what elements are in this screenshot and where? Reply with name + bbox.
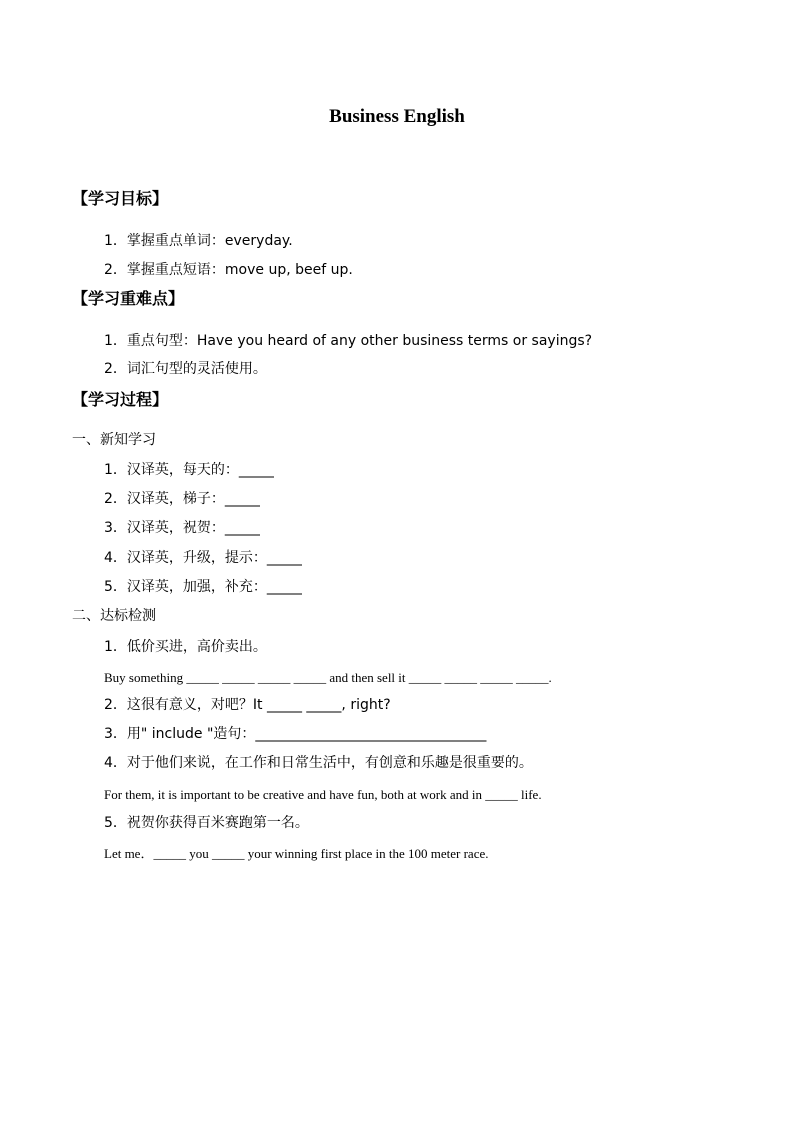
goal-item-2: 2．掌握重点短语：move up, beef up. [104, 262, 353, 278]
part2-question-4-english: For them, it is important to be creative and have fun, both at work and in _____ life. [104, 787, 542, 802]
part2-question-1-english: Buy something _____ _____ _____ _____ and then sell it _____ _____ _____ _____. [104, 670, 552, 685]
key-point-item-1: 1．重点句型：Have you heard of any other business terms or sayings? [104, 333, 593, 349]
heading-learning-goals: 【学习目标】 [72, 189, 169, 208]
part1-title: 一、新知学习 [72, 432, 156, 448]
part2-question-4: 4．对于他们来说，在工作和日常生活中，有创意和乐趣是很重要的。 [104, 755, 533, 771]
part2-question-3: 3．用" include "造句：_________________________________ [104, 726, 487, 742]
part1-item-4: 4．汉译英，升级，提示：_____ [104, 550, 302, 566]
part2-question-1: 1．低价买进，高价卖出。 [104, 639, 267, 655]
heading-learning-process: 【学习过程】 [72, 390, 169, 409]
part2-title: 二、达标检测 [72, 608, 156, 624]
part1-item-3: 3．汉译英，祝贺：_____ [104, 520, 260, 536]
part1-item-2: 2．汉译英，梯子：_____ [104, 491, 260, 507]
key-point-item-2: 2．词汇句型的灵活使用。 [104, 361, 267, 377]
part1-item-1: 1．汉译英，每天的：_____ [104, 462, 274, 478]
part1-item-5: 5．汉译英，加强，补充：_____ [104, 579, 302, 595]
document-title: Business English [329, 106, 465, 127]
heading-key-points: 【学习重难点】 [72, 289, 185, 308]
part2-question-5-english: Let me．_____ you _____ your winning first place in the 100 meter race. [104, 846, 489, 861]
goal-item-1: 1．掌握重点单词：everyday. [104, 233, 293, 249]
part2-question-5: 5．祝贺你获得百米赛跑第一名。 [104, 815, 309, 831]
part2-question-2: 2．这很有意义，对吧？It _____ _____, right? [104, 697, 391, 713]
